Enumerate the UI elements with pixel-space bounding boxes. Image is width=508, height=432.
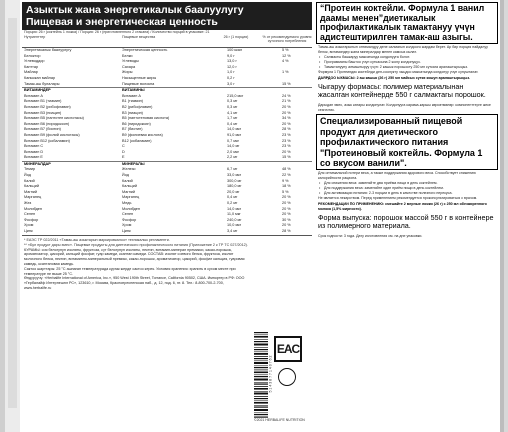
cell-v1: 0,3 мг (227, 99, 238, 104)
cell-v1: 3,4 мг (227, 229, 238, 233)
cell-v2: 21 % (282, 99, 291, 104)
ru-note: Срок годности: 3 года. Дату изготовления см. на дне упаковки. (318, 233, 423, 238)
cell-ru: С (122, 144, 125, 149)
kg-bullet-1: • Салмакты башкаруу максатында колдонууга болот. (316, 55, 498, 60)
cell-kg: Канттар (24, 64, 39, 69)
cell-v2: 20 % (282, 121, 291, 126)
cell-ru: Сахара (122, 64, 136, 69)
cell-v2: 5 % (282, 189, 289, 194)
kg-bullet-3: • Тамактанууну алмаштыруу үчүн: 2 кашык порошокту 250 мл суткага аралаштырыңыз. (316, 65, 498, 70)
cell-ru: Кальций (122, 184, 137, 189)
cell-v1: 0,3 мг (227, 104, 238, 109)
cell-ru: Молибден (122, 206, 140, 211)
cell-v2: 20 % (282, 104, 291, 109)
nutrition-title (22, 2, 312, 30)
cell-v1: 14,0 мг (227, 144, 240, 149)
kg-intro: Тамак-аш азыктарынын оптималдуу дене салмагын колдоого жардам берет. Ар бир порция пайдалуу белок, витаминдер жана минералдар менен камсыз кылат. (318, 45, 488, 55)
cell-ru: В3 (ниацин) (122, 110, 143, 115)
cell-ru: Жиры (122, 70, 133, 75)
cell-kg: Темир (24, 167, 36, 172)
cell-kg: Витамин В6 (пиридоксин) (24, 121, 70, 126)
cell-v1: 12,0 г (227, 64, 237, 69)
cell-ru: Селен (122, 212, 134, 217)
cell-v1: 180,0 мг (227, 184, 242, 189)
cell-kg: Магний (24, 189, 38, 194)
nutrition-table (22, 47, 312, 235)
cell-kg: Витамин В2 (рибофлавин) (24, 104, 71, 109)
cell-v2: 23 % (282, 144, 291, 149)
cell-v1: 0,7 мкг (227, 138, 239, 143)
kg-pack-form: Чыгаруу формасы: полимер материалынан жасалган контейнерде 550 г салмактагы порошок. (318, 81, 486, 100)
cell-v2: 5 % (282, 48, 289, 52)
cell-ru: Цинк (122, 229, 131, 233)
side-spine (8, 18, 17, 408)
cell-ru: В9 (фолиевая кислота) (122, 132, 163, 137)
cell-v2: 48 % (282, 167, 291, 172)
cell-v1: 91,0 мкг (227, 132, 242, 137)
cell-v1: 2,2 мг (227, 155, 238, 160)
cell-ru: Пищевые волокна (122, 81, 155, 86)
note-1: * ЕАЭС ТР 022/2011 «Тамак-аш азыктарын маркировкалоо» техникалык регламенти. (24, 237, 170, 242)
cell-ru: В5 (пантотеновая кислота) (122, 116, 170, 121)
cell-v2: 20 % (282, 110, 291, 115)
cell-v1: 100 ккал (227, 48, 243, 52)
cell-v1: 14,0 мкг (227, 206, 242, 211)
cell-kg: Кальций (24, 184, 39, 189)
cell-v2: 15 % (282, 81, 291, 86)
table-row (22, 229, 312, 235)
cell-v1: 0,2 г (227, 75, 235, 80)
cell-v2: 22 % (282, 173, 291, 178)
title-ru: Пищевая и энергетическая ценность (26, 16, 218, 28)
cell-kg: Белоктор (24, 53, 41, 58)
cell-kg: Селен (24, 212, 36, 217)
cell-ru: Витамин А (122, 93, 141, 98)
cell-v2: 12 % (282, 53, 291, 58)
cell-kg: Йод (24, 173, 31, 178)
cell-kg: Витамин В5 (пантотен кислотасы) (24, 116, 84, 121)
table-notes (22, 235, 312, 248)
cell-v2: 20 % (282, 201, 291, 206)
serving-info: Порция: 26 г (коктейль 1 ложка) / Порция: 26 г (приготовленного 2 стакана) / Количество порций в упаковке: 21 (24, 30, 210, 34)
ru-dose: РЕКОМЕНДАЦИИ ПО ПРИМЕНЕНИЮ: смешайте 2 мерные ложки (26 г) с 250 мл обезжиренного молока (1,5% жирности). (318, 202, 487, 211)
cell-ru: Энергетическая ценность (122, 48, 168, 52)
cell-v1: 20,0 мг (227, 189, 240, 194)
cell-ru: Марганец (122, 195, 140, 200)
cell-ru: Калий (122, 178, 133, 183)
table-column-headers (22, 35, 312, 47)
cell-v1: 10,0 мкг (227, 223, 242, 228)
cell-ru: Йод (122, 173, 129, 178)
cell-v2: 24 % (282, 93, 291, 98)
cell-ru: Углеводы (122, 59, 139, 64)
cell-ru: В1 (тиамин) (122, 99, 144, 104)
kg-note: Дарыдан эмес, азык катары колдонулат. Колдонууга карама-каршы көрсөтмөлөр: компоненттерге жеке сезгичтик. (318, 102, 491, 112)
cell-kg: Витамин В1 (тиамин) (24, 99, 62, 104)
cell-kg: Каныккан майлар (24, 75, 56, 80)
cell-ru: МИНЕРАЛЫ (122, 161, 145, 166)
cell-kg: Энергетикалык баалуулугу (24, 48, 72, 52)
cell-ru: Насыщенные жиры (122, 75, 157, 80)
pack-edge-right (504, 0, 508, 432)
cell-kg: Витамин В7 (биотин) (24, 127, 61, 132)
eac-mark-icon: EAC (274, 336, 302, 362)
cell-v1: 2,0 мкг (227, 149, 239, 154)
cell-v1: 33,0 мкг (227, 173, 242, 178)
cell-v2: 20 % (282, 195, 291, 200)
description-panel (316, 2, 498, 428)
cell-ru: Медь (122, 201, 132, 206)
cell-v2: 20 % (282, 206, 291, 211)
table-section-row (22, 87, 312, 94)
cell-v2: 9 % (282, 178, 289, 183)
cell-v2: 28 % (282, 229, 291, 233)
cell-ru: Белки (122, 53, 133, 58)
cell-v2: 18 % (282, 184, 291, 189)
cell-v1: 0,4 мг (227, 195, 238, 200)
col-header-percent: % от рекомендуемого уровня суточного потребления (262, 35, 312, 43)
cell-ru: Хром (122, 223, 132, 228)
storage-text: Сактоо шарттары: 25 °С ашпаган температурада кургак жерде сактоо керек. Условия хранения: хранить в сухом месте при температуре не выше 25 °С. (24, 266, 236, 276)
copyright-text: ©2021 HERBALIFE NUTRITION (254, 418, 305, 422)
kg-product-title: “Протеин коктейли. Формула 1 ванил даамы менен”диетикалык профилактикалык тамактануу үчүн адистештирилген тамак-аш азыгы. (316, 2, 498, 44)
cell-v1: 215,0 мкг (227, 93, 244, 98)
col-header-kg: Нутриенттер (24, 35, 46, 39)
cell-ru: В12 (кобаламин) (122, 138, 152, 143)
cell-v1: 0,4 мг (227, 121, 238, 126)
cell-v2: 23 % (282, 138, 291, 143)
cell-ru: Железо (122, 167, 136, 172)
cell-v1: 300,0 мг (227, 178, 242, 183)
kg-bullet-2: • Программаны баштоо үчүн суткасына 2 жолу колдонуңуз. (316, 60, 498, 65)
cell-v1: 9,0 г (227, 53, 235, 58)
marking-block (254, 332, 312, 424)
ru-para: Не является лекарством. Перед применением рекомендуется проконсультироваться с врачом. (318, 196, 478, 201)
kg-dose: ДАЯРДОО ЫКМАСЫ: 2 аш кашык (26 г) 250 мл майсыз сүткө кошуп аралаштырыңыз. (318, 76, 471, 81)
cell-ru: В7 (биотин) (122, 127, 143, 132)
cell-v2: 34 % (282, 116, 291, 121)
cell-kg: МИНЕРАЛДАР (24, 161, 51, 166)
kg-para: Формула 1 Протеиндик коктейлди ден-соолукту чыңдоо максатында колдонуу үчүн сунушталат. (318, 70, 479, 75)
cell-kg: Жез (24, 201, 32, 206)
cell-v1: 4,1 мг (227, 110, 238, 115)
cell-kg: Витамин С (24, 144, 44, 149)
cell-kg: ВИТАМИНДЕР (24, 88, 51, 93)
cell-v1: 1,0 г (227, 70, 235, 75)
cell-v2: 20 % (282, 149, 291, 154)
cell-ru: Магний (122, 189, 136, 194)
recycle-icon (278, 368, 296, 386)
cell-v2: 20 % (282, 212, 291, 217)
cell-ru: Фосфор (122, 217, 137, 222)
cell-v2: 1 % (282, 70, 289, 75)
cell-kg: Цинк (24, 229, 33, 233)
cell-v2: 23 % (282, 132, 291, 137)
ru-intro: Для оптимальной потери веса, а также поддержания здорового веса. Способствует снижению калорийности рациона. (318, 171, 476, 181)
ru-product-title: Специализированный пищевой продукт для диетического профилактического питания "Протеиновый коктейль. Формула 1 со вкусом ванили". (316, 114, 498, 170)
cell-v2: 4 % (282, 59, 289, 64)
cell-v2: 20 % (282, 223, 291, 228)
cell-kg: Витамин D (24, 149, 44, 154)
cell-kg: Майлар (24, 70, 38, 75)
table-section-row (22, 161, 312, 168)
cell-v2: 28 % (282, 127, 291, 132)
cell-kg: Молибден (24, 206, 42, 211)
ru-pack-form: Форма выпуска: порошок массой 550 г в контейнере из полимерного материала. (318, 212, 494, 231)
cell-kg: Витамин А (24, 93, 43, 98)
cell-ru: Е (122, 155, 125, 160)
cell-ru: ВИТАМИНЫ (122, 88, 145, 93)
cell-v1: 11,0 мкг (227, 212, 241, 217)
cell-kg: Тамак-аш булалары (24, 81, 60, 86)
ru-bullet-1: • Для снижения веса: заменяйте два приёма пищи в день коктейлем. (316, 181, 498, 186)
cell-kg: Калий (24, 178, 35, 183)
side-strip (5, 0, 20, 432)
cell-v1: 14,0 мкг (227, 127, 242, 132)
cell-v2: 30 % (282, 217, 291, 222)
note-2: ** «Бул продукт дары эмес». Пищевые продукты для диетического профилактического питания (Приложение 2 к ТР ТС 027/2012). (24, 242, 248, 247)
cell-kg: Витамин В9 (фолий кислотасы) (24, 132, 80, 137)
cell-kg: Фосфор (24, 217, 39, 222)
manufacturer-text: Өндүрүүчү: «Herbalife International of America, Inc.», 950 West 190th Street, Torrance, California 90502, США. Импортер в РФ: ООО «Гербалайф Интернешнл РС», 123610, г. Москва, Краснопресненская наб., д. 12, под. 6, эт. 8. Тел.: 8-800-700-2-700, www.herbalife.ru (24, 276, 245, 290)
cell-v1: 240,0 мг (227, 217, 242, 222)
cell-v2: 15 % (282, 155, 291, 160)
cell-v1: 1,7 мг (227, 116, 238, 121)
cell-ru: D (122, 149, 125, 154)
ean-digits: 5 1 4 3 8 7 7 1 4 0 7 6 2 (268, 355, 273, 393)
cell-kg: Хром (24, 223, 34, 228)
cell-kg: Витамин В12 (кобаламин) (24, 138, 70, 143)
cell-v1: 0,2 мг (227, 201, 238, 206)
title-kg: Азыктык жана энергетикалык баалуулугу (26, 4, 244, 16)
cell-kg: Витамин В3 (ниацин) (24, 110, 62, 115)
composition-text: КУРАМЫ: соя белогунун изоляты, фруктоза, сүт белогунун изоляты, пектин, витамин-минерал премикси, какао-порошок, ароматизатор, цикорий, кальций фосфат, гуар камеди, ксантан камеди. СОСТАВ: изолят соевого белка, фруктоза, изолят молочного белка, пектин, витаминно-минеральный премикс, какао-порошок, ароматизатор, цикорий, фосфат кальция, гуаровая камедь, ксантановая камедь. (24, 247, 245, 266)
ru-bullet-3: • Для активизации питания: 2-3 порции в день в качестве полезного перекуса. (316, 191, 498, 196)
col-header-portion: 26 г (1 порция) (223, 35, 249, 39)
cell-kg: Витамин Е (24, 155, 43, 160)
cell-kg: Углеводдор (24, 59, 45, 64)
cell-ru: В2 (рибофлавин) (122, 104, 153, 109)
cell-v1: 6,7 мг (227, 167, 238, 172)
ru-bullet-2: • Для поддержания веса: заменяйте один приём пищи в день коктейлем. (316, 186, 498, 191)
cell-kg: Марганец (24, 195, 42, 200)
cell-v1: 3,0 г (227, 81, 235, 86)
barcode-icon (254, 332, 268, 418)
col-header-ru: Пищевые вещества (122, 35, 156, 39)
cell-v1: 13,0 г (227, 59, 237, 64)
cell-ru: В6 (пиридоксин) (122, 121, 151, 126)
nutrition-panel (22, 2, 312, 428)
